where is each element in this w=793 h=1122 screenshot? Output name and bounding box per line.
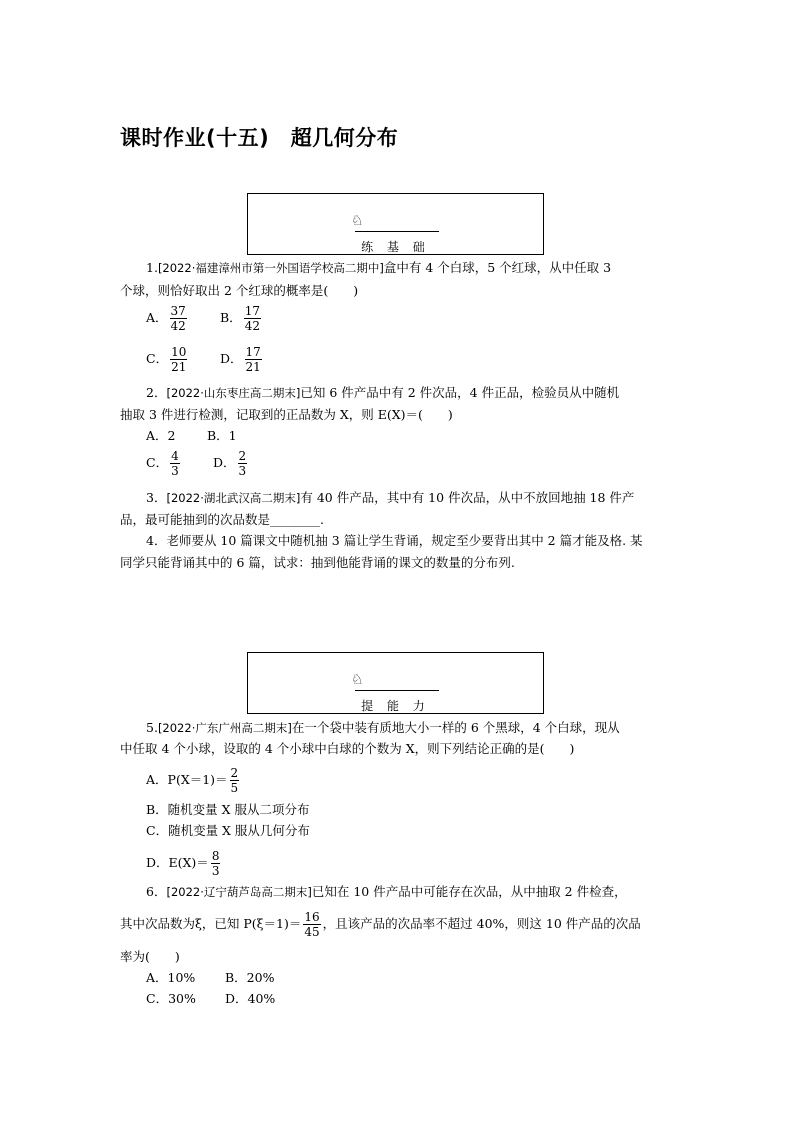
section-header-basic	[247, 193, 544, 255]
option-letter: D．	[213, 455, 236, 470]
section-header-advanced	[247, 652, 544, 714]
fraction: $\frac{2}{5}$	[230, 766, 239, 795]
question-6-line-2	[120, 910, 641, 939]
question-text: ，且该产品的次品率不超过 40%，则这 10 件产品的次品	[322, 916, 641, 931]
question-6-line-1	[146, 884, 627, 900]
section-rule	[355, 690, 439, 691]
question-6-option-d: D．40%	[225, 991, 276, 1006]
question-source: [2022·山东枣庄高二期末]	[166, 386, 301, 400]
question-number: 6．	[146, 884, 167, 899]
question-1-line-1	[146, 260, 611, 276]
question-text: 有 40 件产品，其中有 10 件次品，从中不放回地抽 18 件产	[300, 490, 635, 505]
question-6-option-c: C．30%	[146, 991, 196, 1006]
option-letter: B．	[220, 310, 242, 325]
question-5-line-2: 中任取 4 个小球，设取的 4 个小球中白球的个数为 X，则下列结论正确的是( )	[120, 741, 575, 756]
option-letter: A．	[146, 310, 168, 325]
fraction: $\frac{17}{42}$	[244, 304, 260, 333]
question-number: 5.	[146, 720, 158, 735]
hand-pointer-icon: ♘	[351, 672, 364, 688]
question-source: [2022·湖北武汉高二期末]	[166, 491, 301, 505]
question-text: 其中次品数为ξ，已知 P(ξ＝1)＝	[120, 916, 302, 931]
question-2-option-a: A．2	[146, 428, 176, 443]
question-1-option-b	[220, 304, 263, 333]
question-4-line-1: 4．老师要从 10 篇课文中随机抽 3 篇让学生背诵，规定至少要背出其中 2 篇才能及格. 某	[146, 533, 643, 548]
fraction: $\frac{16}{45}$	[304, 910, 320, 939]
question-4-line-2: 同学只能背诵其中的 6 篇，试求：抽到他能背诵的课文的数量的分布列.	[120, 555, 515, 570]
question-2-line-2: 抽取 3 件进行检测，记取到的正品数为 X，则 E(X)＝( )	[120, 407, 453, 422]
fraction: $\frac{37}{42}$	[170, 304, 186, 333]
question-number: 2．	[146, 385, 167, 400]
question-number: 1.	[146, 260, 158, 275]
section-label: 练 基 础	[361, 240, 430, 254]
question-2-option-d	[213, 449, 249, 478]
question-6-line-3: 率为( )	[120, 949, 180, 964]
question-text: 盒中有 4 个白球，5 个红球，从中任取 3	[383, 260, 612, 275]
hand-pointer-icon: ♘	[351, 213, 364, 229]
section-label: 提 能 力	[361, 699, 430, 713]
question-5-option-d	[146, 849, 222, 878]
question-source: [2022·广东广州高二期末]	[157, 721, 292, 735]
question-source: [2022·福建漳州市第一外国语学校高二期中]	[157, 261, 384, 275]
question-5-option-b: B．随机变量 X 服从二项分布	[146, 802, 310, 817]
question-source: [2022·辽宁葫芦岛高二期末]	[166, 885, 312, 899]
fraction: $\frac{10}{21}$	[171, 345, 187, 374]
question-2-option-c	[146, 449, 182, 478]
question-1-option-d	[220, 345, 264, 374]
question-1-option-a	[146, 304, 189, 333]
section-rule	[355, 231, 439, 232]
question-2-option-b: B．1	[207, 428, 237, 443]
question-3-line-2: 品，最可能抽到的次品数是________.	[120, 512, 324, 527]
fraction: $\frac{17}{21}$	[245, 345, 261, 374]
question-5-option-a	[146, 766, 241, 795]
page-title: 课时作业(十五) 超几何分布	[120, 126, 399, 150]
question-3-line-1	[146, 490, 634, 506]
option-text: A．P(X＝1)＝	[146, 772, 228, 787]
question-5-option-c: C．随机变量 X 服从几何分布	[146, 823, 310, 838]
fraction: $\frac{2}{3}$	[238, 449, 247, 478]
option-letter: D．	[220, 351, 243, 366]
question-text: 已知 6 件产品中有 2 件次品，4 件正品，检验员从中随机	[300, 385, 620, 400]
option-letter: C．	[146, 351, 169, 366]
question-1-option-c	[146, 345, 189, 374]
question-2-line-1	[146, 385, 619, 401]
fraction: $\frac{4}{3}$	[171, 449, 179, 478]
question-6-option-a: A．10%	[146, 970, 196, 985]
question-1-line-2: 个球，则恰好取出 2 个红球的概率是( )	[120, 283, 359, 298]
fraction: $\frac{8}{3}$	[211, 849, 220, 878]
question-text: 已知在 10 件产品中可能存在次品，从中抽取 2 件检查，	[311, 884, 627, 899]
question-6-option-b: B．20%	[225, 970, 275, 985]
question-5-line-1	[146, 720, 620, 736]
option-letter: C．	[146, 455, 169, 470]
question-number: 3．	[146, 490, 167, 505]
option-text: D．E(X)＝	[146, 855, 209, 870]
question-text: 在一个袋中装有质地大小一样的 6 个黑球，4 个白球，现从	[291, 720, 620, 735]
